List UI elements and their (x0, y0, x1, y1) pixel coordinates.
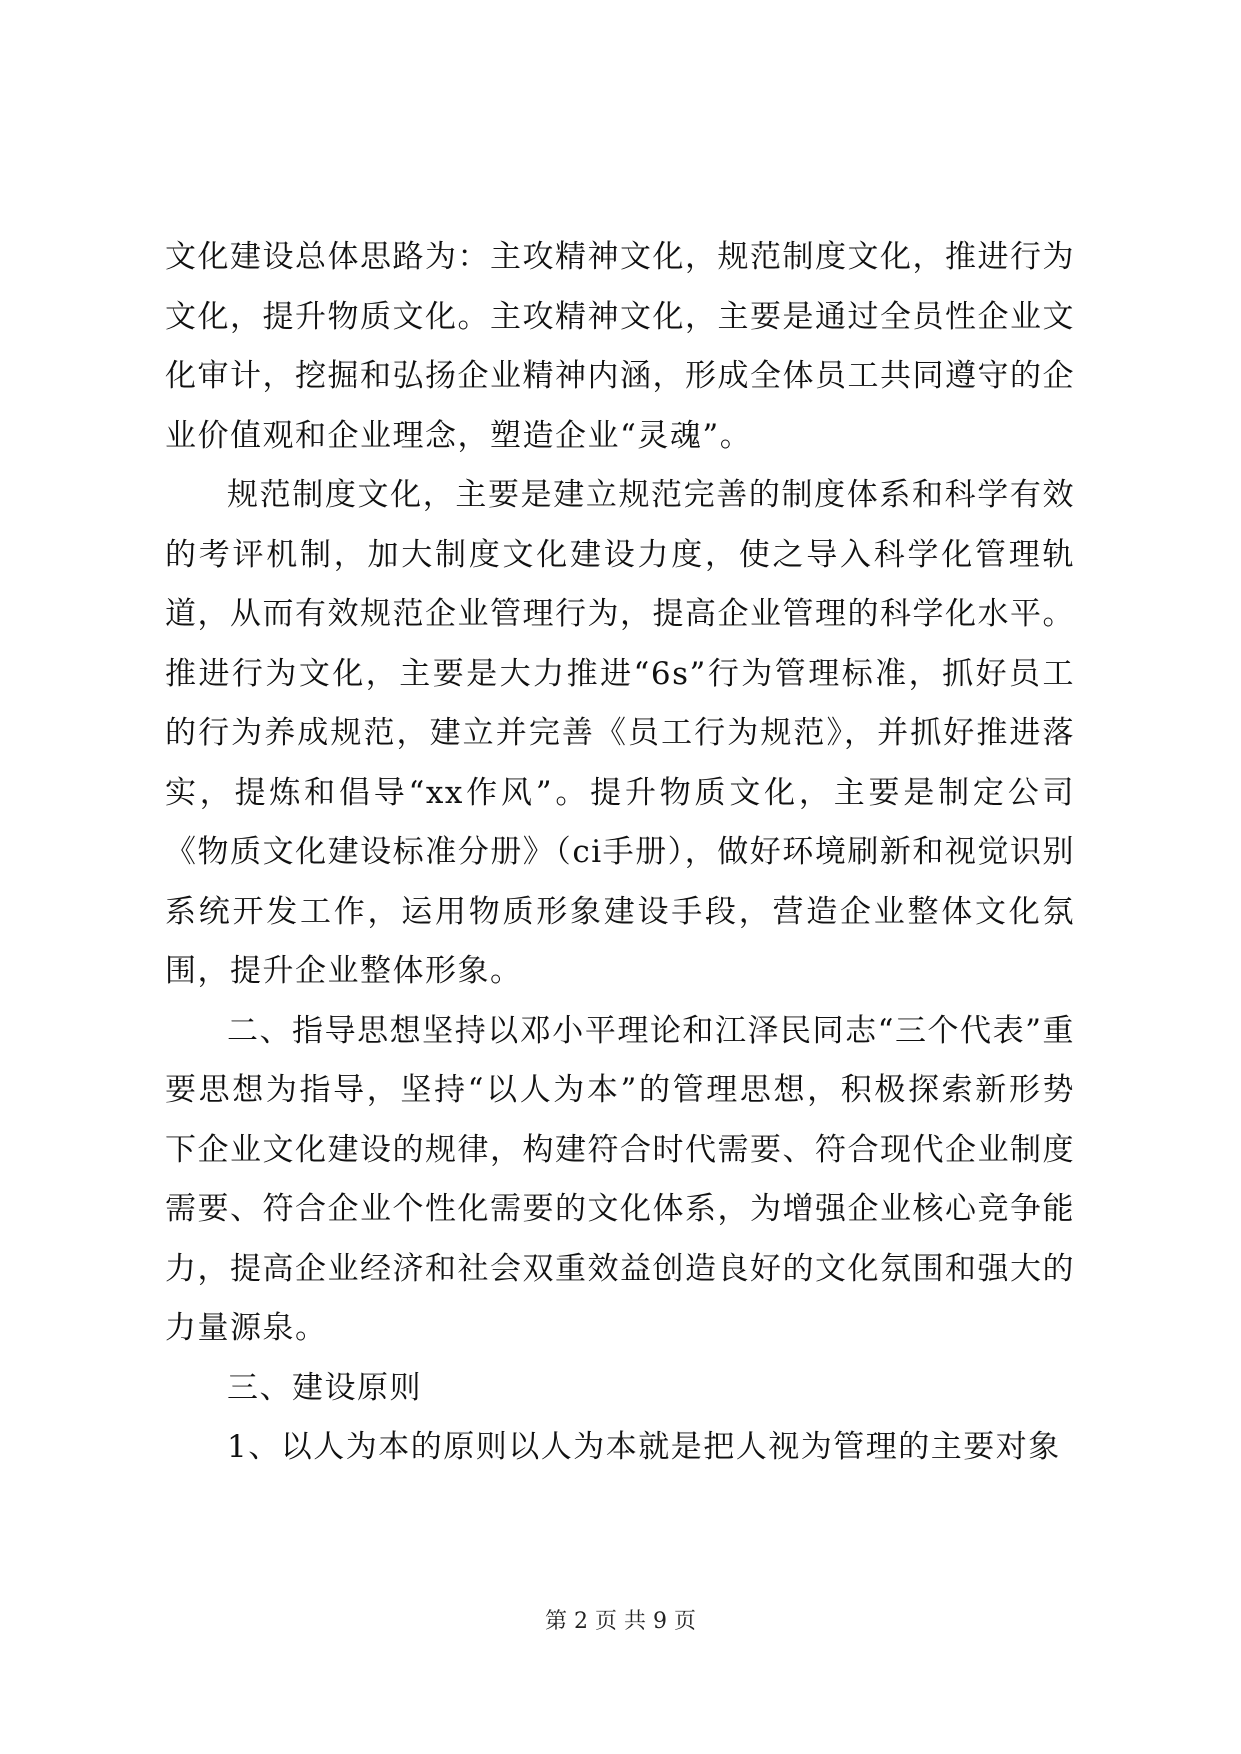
paragraph-3: 二、指导思想坚持以邓小平理论和江泽民同志“三个代表”重要思想为指导，坚持“以人为本”的管理思想，积极探索新形势下企业文化建设的规律，构建符合时代需要、符合现代企业制度需要、符合企业个性化需要的文化体系，为增强企业核心竞争能力，提高企业经济和社会双重效益创造良好的文化氛围和强大的力量源泉。 (165, 1012, 1075, 1346)
section-heading-principles: 三、建设原则 (227, 1369, 422, 1406)
paragraph-5: 1、以人为本的原则以人为本就是把人视为管理的主要对象 (227, 1429, 1061, 1465)
paragraph-2: 规范制度文化，主要是建立规范完善的制度体系和科学有效的考评机制，加大制度文化建设力度，使之导入科学化管理轨道，从而有效规范企业管理行为，提高企业管理的科学化水平。推进行为文化，主要是大力推进“6s”行为管理标准，抓好员工的行为养成规范，建立并完善《员工行为规范》，并抓好推进落实，提炼和倡导“xx作风”。提升物质文化，主要是制定公司《物质文化建设标准分册》（ci手册），做好环境刷新和视觉识别系统开发工作，运用物质形象建设手段，营造企业整体文化氛围，提升企业整体形象。 (165, 477, 1075, 989)
page-number-footer: 第 2 页 共 9 页 (545, 1609, 696, 1634)
paragraph-1: 文化建设总体思路为：主攻精神文化，规范制度文化，推进行为文化，提升物质文化。主攻精神文化，主要是通过全员性企业文化审计，挖掘和弘扬企业精神内涵，形成全体员工共同遵守的企业价值观和企业理念，塑造企业“灵魂”。 (165, 239, 1075, 454)
document-body (165, 228, 1075, 1478)
